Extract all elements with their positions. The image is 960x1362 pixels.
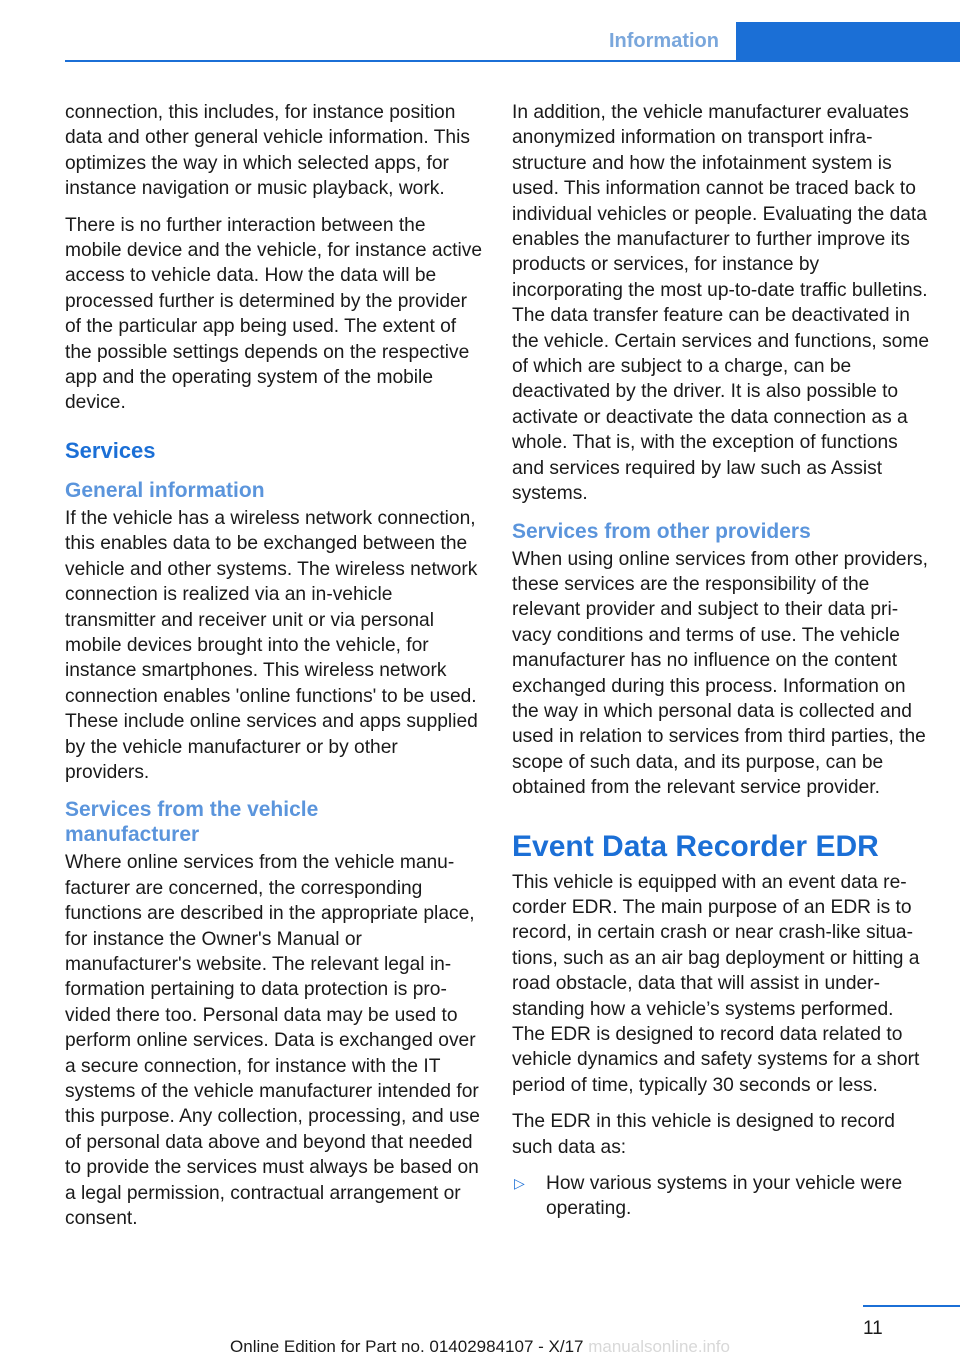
footer-watermark: manualsonline.info — [588, 1337, 730, 1356]
paragraph: There is no further interaction between the mobile device and the vehicle, for instance active access to vehicle data. How the data will be processed further is determined by the provider of the particular app being used. The extent of the possible settings depends on the respective app and the operating system of the mobile device. — [65, 214, 483, 414]
list-item-text: How various systems in your vehicle were operating. — [546, 1173, 903, 1220]
list-item — [512, 1171, 930, 1222]
page-number-rule — [863, 1305, 960, 1307]
section-heading-services: Services — [65, 437, 156, 463]
page-number: 11 — [863, 1318, 883, 1339]
header-section-title: Information — [609, 30, 719, 52]
header-accent-box — [736, 22, 960, 62]
paragraph: In addition, the vehicle manufacturer evaluates anonymized information on transport infrastructure and how the infotainment system is used. This information cannot be traced back to individual vehicles or people. Evaluating the data enables the manufacturer to further improve its products or services, for instance by incorporating the most up-to-date traffic bulletins. The data transfer feature can be deactivated in the vehicle. Certain services and functions, some of which are subject to a charge, can be deactivated by the driver. It is also possible to activate or deactivate the data connection as a whole. That is, with the exception of functions and services required by law such as Assist systems. — [512, 102, 930, 505]
right-column — [512, 100, 930, 1222]
subheading-general-information: General information — [65, 478, 265, 502]
left-column — [65, 100, 483, 1242]
header-rule — [65, 60, 960, 62]
paragraph: Where online services from the vehicle manufacturer are concerned, the corresponding functions are described in the appropriate place, for instance the Owner's Manual or manufacturer's website. The relevant legal information pertaining to data protection is provided there too. Personal data may be used to perform online services. Data is exchanged over a secure connection, for instance with the IT systems of the vehicle manufacturer intended for this purpose. Any collection, processing, and use of personal data above and beyond that needed to provide the services must always be based on a legal permission, contractual arrangement or consent. — [65, 852, 480, 1230]
footer-edition-text: Online Edition for Part no. 01402984107 - X/17 — [230, 1337, 584, 1356]
paragraph: connection, this includes, for instance position data and other general vehicle information. This optimizes the way in which selected apps, for instance navigation or music playback, work. — [65, 102, 470, 200]
footer — [0, 1336, 960, 1358]
bullet-list — [512, 1171, 930, 1222]
subheading-services-vehicle-manufacturer: Services from the vehicle manufacturer — [65, 798, 319, 847]
subheading-services-other-providers: Services from other providers — [512, 519, 811, 543]
paragraph: If the vehicle has a wireless network connection, this enables data to be exchanged between the vehicle and other systems. The wireless network connection is realized via an in-vehicle transmitter and receiver unit or via personal mobile devices brought into the vehicle, for instance smartphones. This wireless network connection enables 'online functions' to be used. These include online services and apps supplied by the vehicle manufacturer or by other providers. — [65, 507, 478, 783]
paragraph: This vehicle is equipped with an event data recorder EDR. The main purpose of an EDR is to record, in certain crash or near crash-like situations, such as an air bag deployment or hitting a road obstacle, data that will assist in understanding how a vehicle’s systems performed. The EDR is designed to record data related to vehicle dynamics and safety systems for a short period of time, typically 30 seconds or less. — [512, 871, 920, 1096]
chapter-heading-edr: Event Data Recorder EDR — [512, 829, 879, 863]
triangle-bullet-icon: ▷ — [514, 1175, 525, 1192]
paragraph: When using online services from other providers, these services are the responsibility of the relevant provider and subject to their data privacy conditions and terms of use. The vehicle manufacturer has no influence on the content exchanged during this process. Information on the way in which personal data is collected and used in relation to services from third parties, the scope of such data, and its purpose, can be obtained from the relevant service provider. — [512, 548, 928, 799]
paragraph: The EDR in this vehicle is designed to record such data as: — [512, 1111, 895, 1158]
